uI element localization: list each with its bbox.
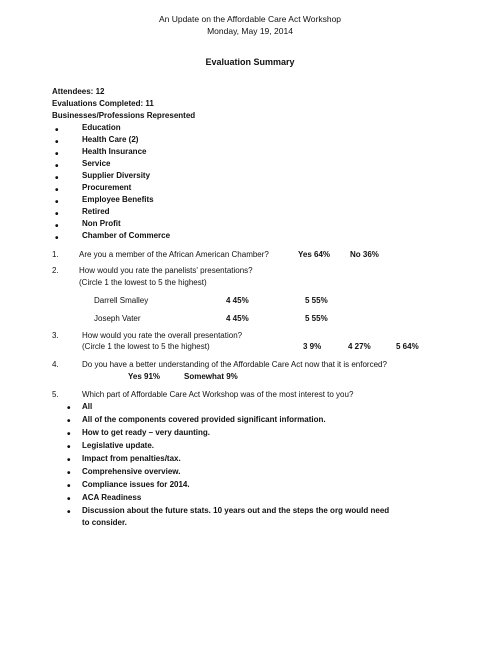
- q2-row-rating-5: 5 55%: [305, 314, 328, 323]
- list-item: Procurement: [82, 183, 132, 192]
- q2-row-rating-4: 4 45%: [226, 314, 249, 323]
- list-item: All of the components covered provided significant information.: [82, 415, 326, 424]
- bullet-icon: •: [67, 507, 71, 518]
- list-item: Legislative update.: [82, 441, 155, 450]
- bullet-icon: •: [67, 468, 71, 479]
- q4-text: Do you have a better understanding of the Affordable Care Act now that it is enforced?: [82, 360, 387, 369]
- q5-text: Which part of Affordable Care Act Workshop was of the most interest to you?: [82, 390, 354, 399]
- list-item: Discussion about the future stats. 10 years out and the steps the org would need: [82, 506, 390, 515]
- q2-row-name: Darrell Smalley: [94, 296, 149, 305]
- list-item: Chamber of Commerce: [82, 231, 171, 240]
- q2-note: (Circle 1 the lowest to 5 the highest): [79, 278, 207, 287]
- q3-number: 3.: [52, 331, 59, 340]
- list-item: How to get ready – very daunting.: [82, 428, 211, 437]
- q2-row-rating-5: 5 55%: [305, 296, 328, 305]
- q1-yes: Yes 64%: [298, 250, 331, 259]
- bullet-icon: •: [55, 197, 59, 208]
- list-item: Health Care (2): [82, 135, 139, 144]
- q3-rating-5: 5 64%: [396, 342, 419, 351]
- doc-title-line1: An Update on the Affordable Care Act Workshop: [158, 14, 342, 24]
- list-item: Service: [82, 159, 111, 168]
- list-item: Non Profit: [82, 219, 121, 228]
- bullet-icon: •: [67, 429, 71, 440]
- businesses-heading: Businesses/Professions Represented: [52, 111, 196, 120]
- list-item: Supplier Diversity: [82, 171, 151, 180]
- q3-text: How would you rate the overall presentation?: [82, 331, 243, 340]
- list-item: Health Insurance: [82, 147, 147, 156]
- bullet-icon: •: [55, 185, 59, 196]
- list-item: Employee Benefits: [82, 195, 154, 204]
- bullet-icon: •: [55, 161, 59, 172]
- q2-text: How would you rate the panelists' presentations?: [79, 266, 253, 275]
- bullet-icon: •: [67, 403, 71, 414]
- q1-number: 1.: [52, 250, 59, 259]
- evaluations-count: Evaluations Completed: 11: [52, 99, 154, 108]
- doc-date: Monday, May 19, 2014: [207, 26, 293, 36]
- list-item: Impact from penalties/tax.: [82, 454, 181, 463]
- q2-row-name: Joseph Vater: [94, 314, 141, 323]
- bullet-icon: •: [55, 221, 59, 232]
- list-item: Compliance issues for 2014.: [82, 480, 190, 489]
- bullet-icon: •: [67, 416, 71, 427]
- page-title: Evaluation Summary: [205, 57, 295, 67]
- q3-rating-3: 3 9%: [303, 342, 322, 351]
- bullet-icon: •: [55, 149, 59, 160]
- bullet-icon: •: [67, 455, 71, 466]
- q4-somewhat: Somewhat 9%: [184, 372, 238, 381]
- q2-row-rating-4: 4 45%: [226, 296, 249, 305]
- attendees-count: Attendees: 12: [52, 87, 105, 96]
- list-item: All: [82, 402, 93, 411]
- list-item: ACA Readiness: [82, 493, 142, 502]
- bullet-icon: •: [55, 209, 59, 220]
- bullet-icon: •: [55, 173, 59, 184]
- q4-number: 4.: [52, 360, 59, 369]
- list-item: Education: [82, 123, 121, 132]
- list-item-continuation: to consider.: [82, 518, 127, 527]
- bullet-icon: •: [67, 481, 71, 492]
- q3-rating-4: 4 27%: [348, 342, 371, 351]
- q1-text: Are you a member of the African American Chamber?: [79, 250, 269, 259]
- bullet-icon: •: [55, 137, 59, 148]
- q3-note: (Circle 1 the lowest to 5 the highest): [82, 342, 210, 351]
- bullet-icon: •: [55, 125, 59, 136]
- q1-no: No 36%: [350, 250, 379, 259]
- q4-yes: Yes 91%: [128, 372, 161, 381]
- q2-number: 2.: [52, 266, 59, 275]
- list-item: Retired: [82, 207, 110, 216]
- q5-number: 5.: [52, 390, 59, 399]
- bullet-icon: •: [67, 494, 71, 505]
- bullet-icon: •: [55, 233, 59, 244]
- bullet-icon: •: [67, 442, 71, 453]
- list-item: Comprehensive overview.: [82, 467, 181, 476]
